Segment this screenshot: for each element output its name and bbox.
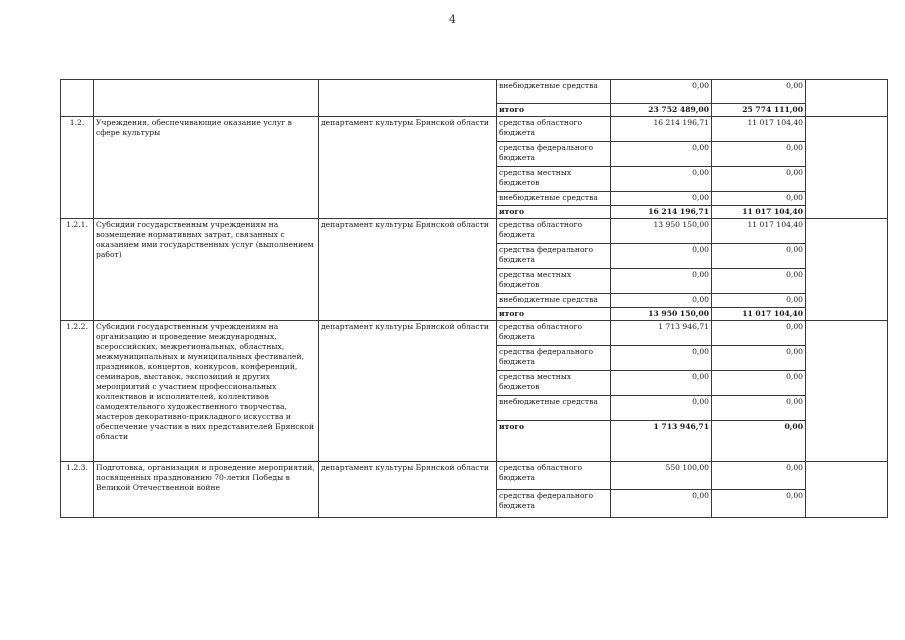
name-cell <box>94 80 319 117</box>
table-row <box>61 321 888 346</box>
table-row <box>61 462 888 490</box>
value-cell: 0,00 <box>712 294 806 308</box>
value-cell: 1 713 946,71 <box>611 421 712 462</box>
executor-cell: департамент культуры Брянской области <box>319 462 497 518</box>
name-cell: Подготовка, организация и проведение мероприятий, посвященных празднованию 70-летия Победы в Великой Отечественной войне <box>94 462 319 518</box>
value-cell: 0,00 <box>712 396 806 421</box>
num-cell <box>61 80 94 117</box>
value-cell: 0,00 <box>611 244 712 269</box>
value-cell: 0,00 <box>611 192 712 206</box>
budget-table <box>60 79 888 518</box>
value-cell: 0,00 <box>611 80 712 104</box>
source-cell: средства федерального бюджета <box>497 244 611 269</box>
value-cell: 25 774 111,00 <box>712 104 806 117</box>
value-cell: 16 214 196,71 <box>611 117 712 142</box>
value-cell: 0,00 <box>712 244 806 269</box>
table-row <box>61 219 888 244</box>
value-cell: 13 950 150,00 <box>611 308 712 321</box>
page-number: 4 <box>449 13 456 26</box>
source-cell: средства местных бюджетов <box>497 269 611 294</box>
value-cell: 23 752 489,00 <box>611 104 712 117</box>
value-cell: 0,00 <box>712 321 806 346</box>
source-cell: внебюджетные средства <box>497 396 611 421</box>
value-cell: 0,00 <box>611 294 712 308</box>
value-cell: 13 950 150,00 <box>611 219 712 244</box>
value-cell: 16 214 196,71 <box>611 206 712 219</box>
value-cell: 0,00 <box>611 346 712 371</box>
empty-cell <box>806 219 888 321</box>
value-cell: 0,00 <box>712 371 806 396</box>
source-cell: внебюджетные средства <box>497 192 611 206</box>
source-cell: средства местных бюджетов <box>497 167 611 192</box>
empty-cell <box>806 117 888 219</box>
executor-cell <box>319 80 497 117</box>
value-cell: 0,00 <box>712 142 806 167</box>
value-cell: 0,00 <box>712 269 806 294</box>
value-cell: 0,00 <box>611 490 712 518</box>
value-cell: 11 017 104,40 <box>712 117 806 142</box>
value-cell: 0,00 <box>712 167 806 192</box>
value-cell: 0,00 <box>712 421 806 462</box>
source-cell: итого <box>497 308 611 321</box>
executor-cell: департамент культуры Брянской области <box>319 219 497 321</box>
name-cell: Учреждения, обеспечивающие оказание услуг в сфере культуры <box>94 117 319 219</box>
source-cell: средства областного бюджета <box>497 321 611 346</box>
table-row <box>61 117 888 142</box>
executor-cell: департамент культуры Брянской области <box>319 117 497 219</box>
source-cell: итого <box>497 104 611 117</box>
value-cell: 0,00 <box>712 490 806 518</box>
value-cell: 11 017 104,40 <box>712 206 806 219</box>
value-cell: 11 017 104,40 <box>712 308 806 321</box>
name-cell: Субсидии государственным учреждениям на организацию и проведение международных, всероссийских, межрегиональных, областных, межмуниципальных и муниципальных фестивалей, праздников, концертов, конкурсов, конференций, семинаров, выставок, экспозиций и других мероприятий с участием профессиональных коллективов и исполнителей, коллективов самодеятельного художественного творчества, мастеров декоративно-прикладного искусства и обеспечение участия в них представителей Брянской области <box>94 321 319 462</box>
value-cell: 0,00 <box>611 142 712 167</box>
table-row <box>61 80 888 104</box>
value-cell: 11 017 104,40 <box>712 219 806 244</box>
source-cell: средства местных бюджетов <box>497 371 611 396</box>
num-cell: 1.2.1. <box>61 219 94 321</box>
source-cell: итого <box>497 421 611 462</box>
value-cell: 0,00 <box>611 396 712 421</box>
source-cell: средства областного бюджета <box>497 219 611 244</box>
empty-cell <box>806 462 888 518</box>
executor-cell: департамент культуры Брянской области <box>319 321 497 462</box>
name-cell: Субсидии государственным учреждениям на возмещение нормативных затрат, связанных с оказанием ими государственных услуг (выполнением работ) <box>94 219 319 321</box>
num-cell: 1.2.2. <box>61 321 94 462</box>
source-cell: средства федерального бюджета <box>497 142 611 167</box>
source-cell: средства областного бюджета <box>497 462 611 490</box>
source-cell: средства областного бюджета <box>497 117 611 142</box>
value-cell: 0,00 <box>712 346 806 371</box>
empty-cell <box>806 80 888 117</box>
value-cell: 0,00 <box>712 80 806 104</box>
value-cell: 0,00 <box>611 371 712 396</box>
num-cell: 1.2.3. <box>61 462 94 518</box>
value-cell: 1 713 946,71 <box>611 321 712 346</box>
source-cell: внебюджетные средства <box>497 294 611 308</box>
num-cell: 1.2. <box>61 117 94 219</box>
source-cell: средства федерального бюджета <box>497 490 611 518</box>
source-cell: итого <box>497 206 611 219</box>
source-cell: средства федерального бюджета <box>497 346 611 371</box>
value-cell: 0,00 <box>712 192 806 206</box>
source-cell: внебюджетные средства <box>497 80 611 104</box>
value-cell: 550 100,00 <box>611 462 712 490</box>
empty-cell <box>806 321 888 462</box>
value-cell: 0,00 <box>611 167 712 192</box>
value-cell: 0,00 <box>712 462 806 490</box>
value-cell: 0,00 <box>611 269 712 294</box>
